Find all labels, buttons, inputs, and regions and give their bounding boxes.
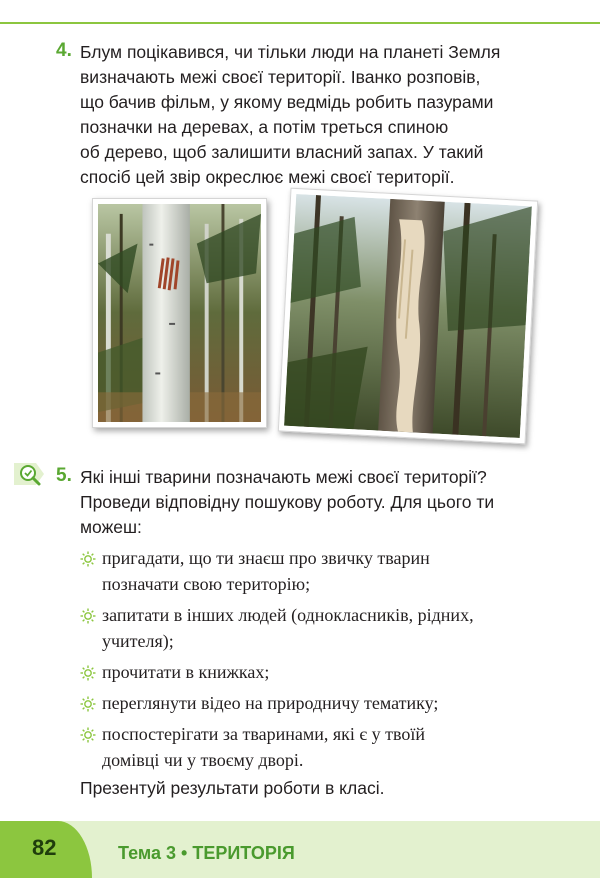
task-5-conclusion: Презентуй результати роботи в класі. — [80, 778, 385, 798]
footer-topic — [118, 843, 295, 864]
sun-bullet-icon — [80, 608, 96, 624]
list-item — [80, 690, 474, 716]
text-line: позначати свою територію; — [102, 574, 311, 594]
text-line: можеш: — [80, 517, 142, 537]
text-line: об дерево, щоб залишити власний запах. У такий — [80, 142, 484, 162]
task-4-text — [80, 40, 500, 190]
page-number: 82 — [32, 835, 57, 860]
list-item — [80, 659, 474, 685]
text-line: учителя); — [102, 631, 174, 651]
list-item — [80, 545, 474, 597]
search-magnifier-icon — [14, 461, 48, 487]
task-5-bullet-list — [80, 545, 474, 778]
text-line: Проведи відповідну пошукову роботу. Для цього ти — [80, 492, 495, 512]
sun-bullet-icon — [80, 696, 96, 712]
photo-tree-claw-marks — [92, 198, 267, 428]
text-line: переглянути відео на природничу тематику; — [102, 693, 439, 713]
topic-label: Тема 3 — [118, 843, 176, 863]
text-line: визначають межі своєї території. Іванко розповів, — [80, 67, 481, 87]
list-item — [80, 721, 474, 773]
page-footer — [0, 821, 600, 878]
topic-separator: • — [181, 843, 188, 863]
sun-bullet-icon — [80, 665, 96, 681]
text-line: запитати в інших людей (однокласників, рідних, — [102, 605, 474, 625]
task-5-number: 5. — [56, 465, 72, 486]
topic-title: ТЕРИТОРІЯ — [192, 843, 295, 863]
top-divider — [0, 22, 600, 24]
text-line: Блум поцікавився, чи тільки люди на планеті Земля — [80, 42, 501, 62]
list-item — [80, 602, 474, 654]
text-line: спосіб цей звір окреслює межі своєї території. — [80, 167, 455, 187]
text-line: Які інші тварини позначають межі своєї території? — [80, 467, 487, 487]
sun-bullet-icon — [80, 727, 96, 743]
text-line: прочитати в книжках; — [102, 662, 270, 682]
text-line: що бачив фільм, у якому ведмідь робить пазурами — [80, 92, 494, 112]
text-line: домівці чи у твоєму дворі. — [102, 750, 304, 770]
text-line: поспостерігати за тваринами, які є у твоїй — [102, 724, 426, 744]
sun-bullet-icon — [80, 551, 96, 567]
text-line: пригадати, що ти знаєш про звичку тварин — [102, 548, 430, 568]
task-4-number: 4. — [56, 40, 72, 61]
text-line: позначки на деревах, а потім треться спиною — [80, 117, 449, 137]
task-5-text — [80, 465, 494, 540]
photo-scratched-tree — [278, 188, 538, 445]
